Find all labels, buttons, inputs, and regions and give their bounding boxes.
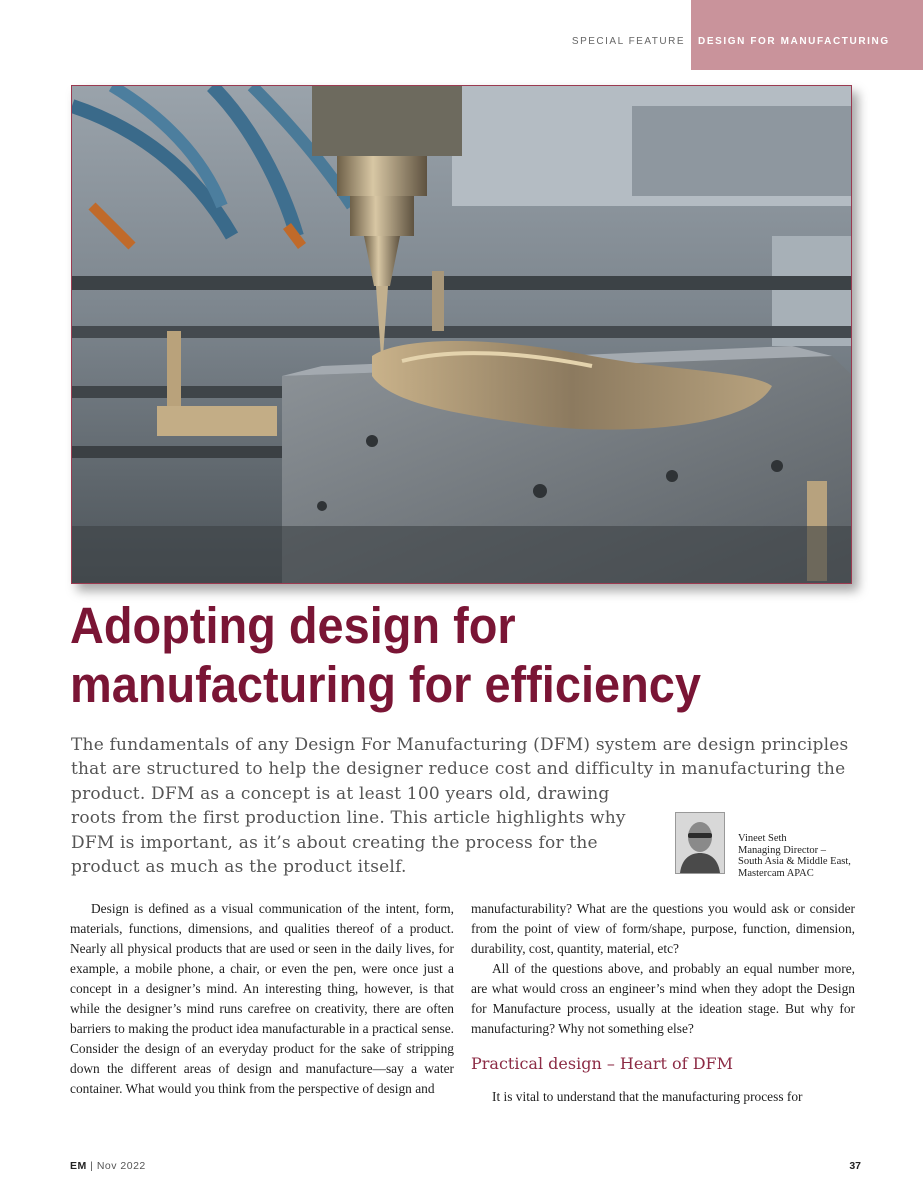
author-box [675,812,865,879]
article-title: Adopting design for manufacturing for efficiency [70,597,701,713]
section-subheading: Practical design – Heart of DFM [471,1054,733,1073]
body-paragraph: All of the questions above, and probably an equal number more, are what would cross an engineer’s mind when they adopt the Design for Manufacture process, usually at the ideation stage. But why for manufacturing? Why not something else? [471,961,855,1036]
issue-date: Nov 2022 [96,1160,146,1172]
body-paragraph: Design is defined as a visual communication of the intent, form, materials, functions, dimensions, and qualities thereof of a product. Nearly all physical products that are used or seen in the daily lives, for example, a mobile phone, a chair, or even the pen, were once just a concept in a designer’s mind. An interesting thing, however, is that while the designer’s mind runs carefree on creativity, there are often barriers to making the product idea manufacturable in a practical sense. Consider the design of an everyday product for the sake of stripping down the different areas of design and manufacture—say a water container. What would you think from the perspective of design and [70,901,454,1096]
magazine-name: EM [70,1160,87,1172]
section-label: SPECIAL FEATURE [571,36,685,47]
body-paragraph: manufacturability? What are the questions you would ask or consider from the point of view of form/shape, purpose, function, dimension, durability, cost, quantity, material, etc? [471,901,855,956]
footer-issue: EM | Nov 2022 [70,1160,146,1172]
author-credit [738,833,868,879]
author-role: Managing Director – [738,844,827,856]
author-name: Vineet Seth [738,833,787,844]
body-column-left [70,899,454,1099]
hero-photo-cnc-milling [71,85,852,584]
section-tab: DESIGN FOR MANUFACTURING [691,0,923,70]
author-company: Mastercam APAC [738,867,814,879]
author-region: South Asia & Middle East, [738,856,851,867]
standfirst-narrow-part: product. DFM as a concept is at least 100 years old, drawing roots from the first production line. This article highlights why DFM is important, as it’s about creating the process for the product as much as the product itself. [71,783,626,878]
body-paragraph: It is vital to understand that the manufacturing process for [492,1089,803,1104]
page-number: 37 [849,1160,861,1172]
standfirst-wide-part: The fundamentals of any Design For Manufacturing (DFM) system are design principles that are structured to help the designer reduce cost and difficulty in manufacturing the [71,735,849,780]
author-photo [675,812,725,874]
body-column-right [471,899,855,1107]
